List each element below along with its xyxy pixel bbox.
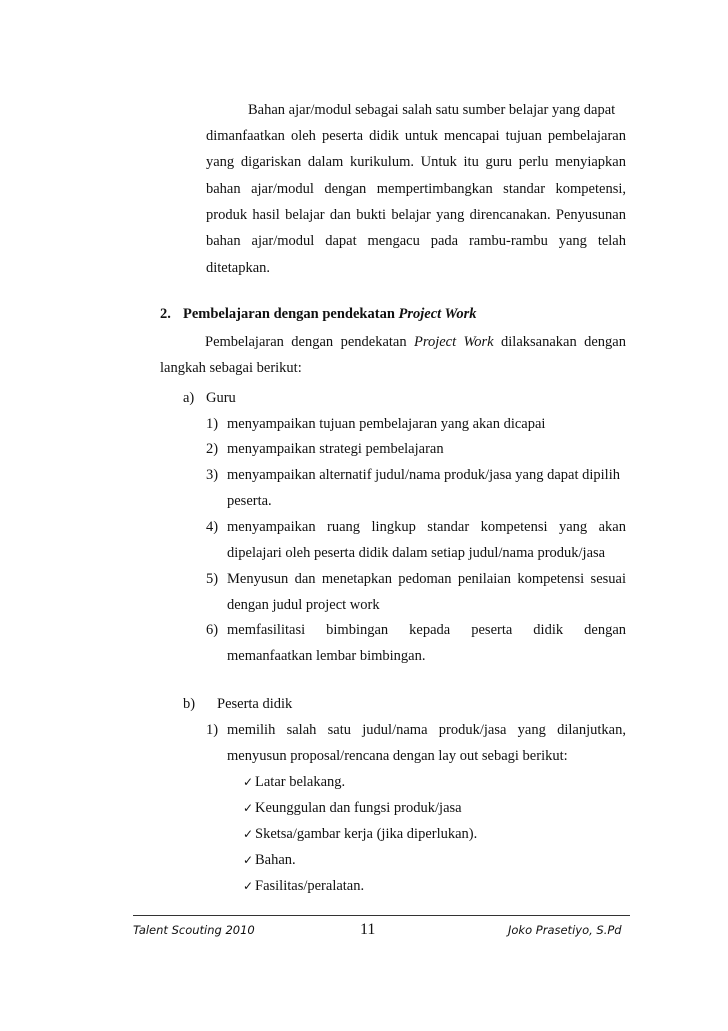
section-heading-italic: Project Work [398,306,477,322]
para-text: Pembelajaran dengan pendekatan [205,334,414,350]
item-text: menyampaikan tujuan pembelajaran yang akan dicapai [227,416,546,432]
check-icon: ✓ [243,801,254,815]
list-title: Guru [206,390,236,406]
checklist-text: Bahan. [255,852,296,868]
item-text: dipelajari oleh peserta didik dalam setiap judul/nama produk/jasa [227,545,606,561]
item-text: menyampaikan ruang lingkup standar kompetensi yang akan [227,519,626,535]
item-number: 4) [206,519,219,535]
item-text: peserta. [227,493,272,509]
item-number: 2) [206,441,219,457]
footer-left: Talent Scouting 2010 [133,923,255,937]
item-number: 3) [206,467,219,483]
checklist-item [243,773,345,791]
section-number: 2. [160,306,171,322]
section-heading [183,305,477,323]
page-number: 11 [360,921,376,938]
intro-line: bahan ajar/modul dengan mempertimbangkan standar kompetensi, [206,181,626,197]
item-text: memilih salah satu judul/nama produk/jasa yang dilanjutkan, [227,722,626,738]
item-number: 6) [206,622,219,638]
intro-line: bahan ajar/modul dapat mengacu pada rambu-rambu yang telah [206,233,626,249]
item-text: memfasilitasi bimbingan kepada peserta didik dengan [227,622,626,638]
checklist-item [243,799,462,817]
item-text: dengan judul project work [227,597,380,613]
list-label: b) [183,696,196,712]
para-italic: Project Work [414,334,494,350]
check-icon: ✓ [243,827,254,841]
list-label: a) [183,390,195,406]
intro-line: Bahan ajar/modul sebagai salah satu sumber belajar yang dapat [248,102,616,118]
intro-line: dimanfaatkan oleh peserta didik untuk mencapai tujuan pembelajaran [206,128,626,144]
checklist-text: Keunggulan dan fungsi produk/jasa [255,800,462,816]
checklist-item [243,825,477,843]
item-number: 5) [206,571,219,587]
intro-line: produk hasil belajar dan bukti belajar yang direncanakan. Penyusunan [206,207,626,223]
checklist-text: Fasilitas/peralatan. [255,878,365,894]
checklist-item [243,851,296,869]
intro-line: ditetapkan. [206,260,271,276]
item-text: menyampaikan strategi pembelajaran [227,441,444,457]
item-text: memanfaatkan lembar bimbingan. [227,648,426,664]
check-icon: ✓ [243,853,254,867]
footer-divider [133,915,630,916]
item-text: menyusun proposal/rencana dengan lay out sebagi berikut: [227,748,568,764]
item-text: menyampaikan alternatif judul/nama produk/jasa yang dapat dipilih [227,467,620,483]
check-icon: ✓ [243,775,254,789]
item-number: 1) [206,416,219,432]
checklist-item [243,877,364,895]
section-paragraph-line [205,333,626,351]
checklist-text: Sketsa/gambar kerja (jika diperlukan). [255,826,478,842]
intro-line: yang digariskan dalam kurikulum. Untuk itu guru perlu menyiapkan [206,154,626,170]
checklist-text: Latar belakang. [255,774,346,790]
section-paragraph-line: langkah sebagai berikut: [160,360,302,376]
item-number: 1) [206,722,219,738]
check-icon: ✓ [243,879,254,893]
section-heading-text: Pembelajaran dengan pendekatan [183,306,399,322]
item-text: Menyusun dan menetapkan pedoman penilaian kompetensi sesuai [227,571,626,587]
list-title: Peserta didik [217,696,293,712]
para-text: dilaksanakan dengan [493,334,626,350]
footer-right: Joko Prasetiyo, S.Pd [508,923,622,937]
